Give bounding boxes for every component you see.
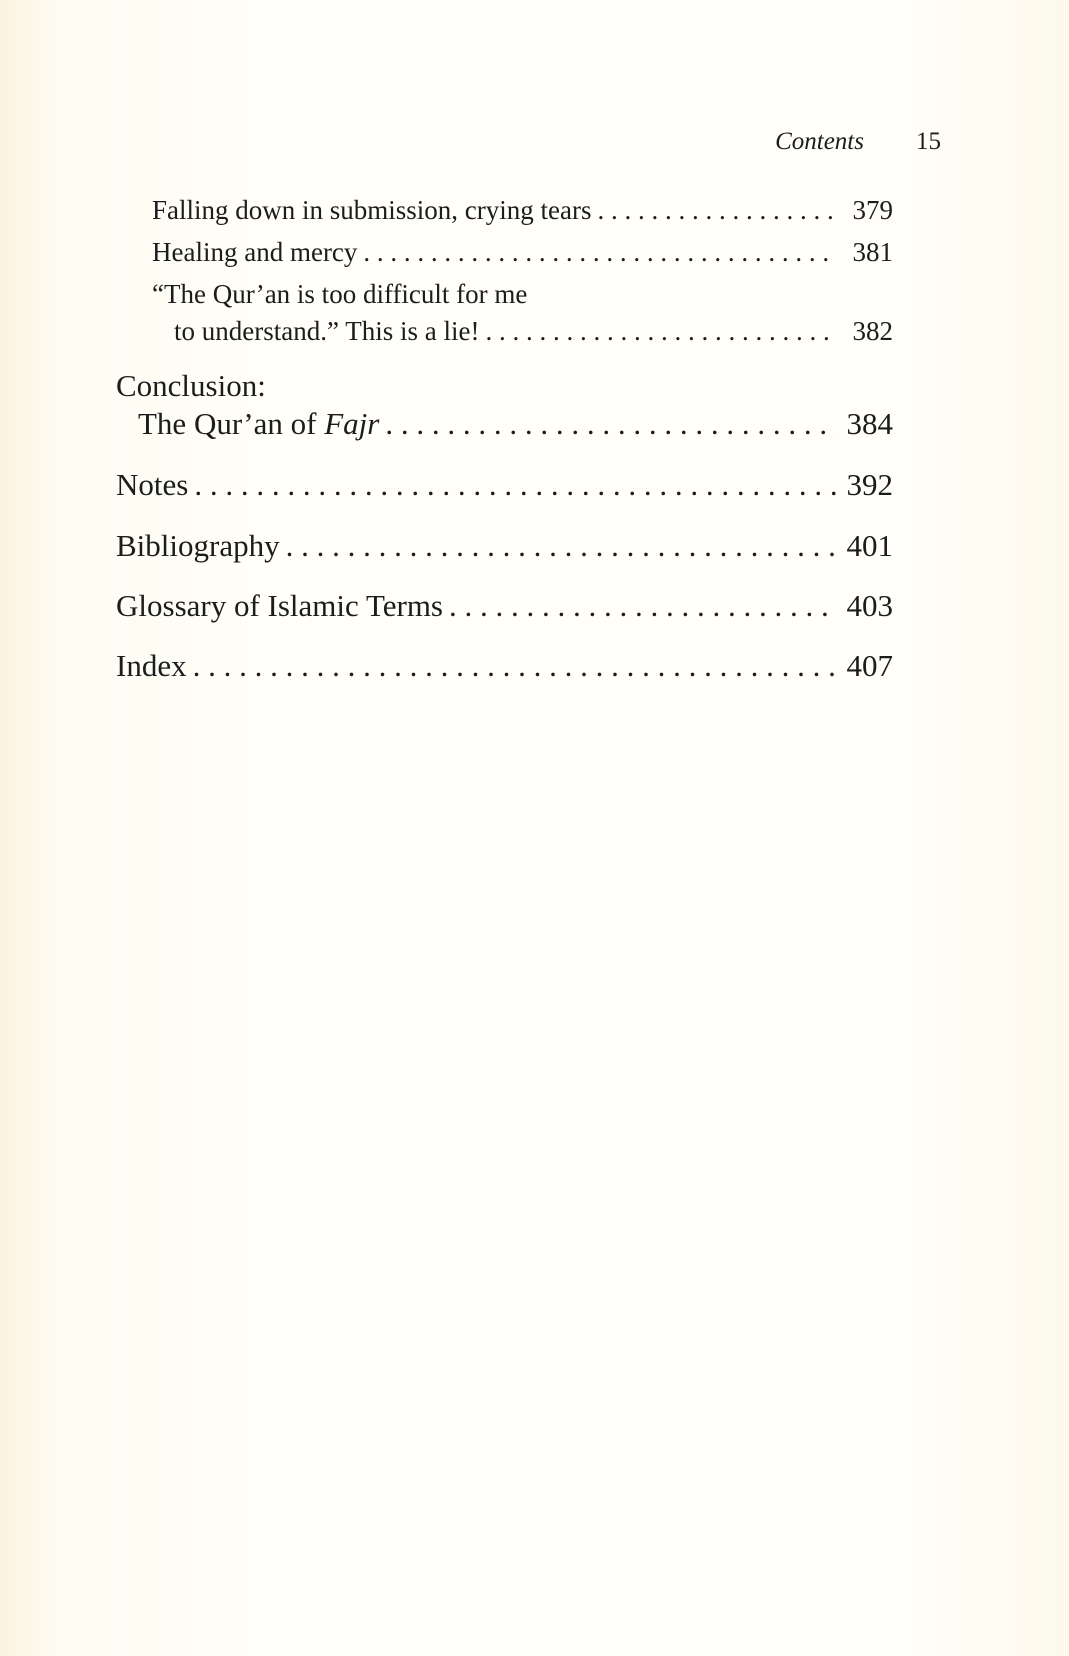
- dot-leader: [595, 195, 837, 226]
- toc-entry-page: 401: [846, 528, 893, 563]
- toc-entry-label-prefix: The Qur’an of: [138, 406, 325, 441]
- dot-leader: [284, 528, 837, 564]
- toc-entry-falling-down[interactable]: [152, 195, 893, 226]
- toc-entry-healing-and-mercy[interactable]: [152, 237, 893, 268]
- toc-entry-label: Notes: [116, 467, 189, 502]
- toc-entry-label-italic: Fajr: [324, 406, 380, 441]
- dot-leader: [192, 467, 836, 503]
- toc-entry-quran-difficult[interactable]: [174, 316, 893, 347]
- toc-entry-page: 382: [852, 316, 893, 346]
- toc-entry-label: Healing and mercy: [152, 237, 358, 267]
- dot-leader: [447, 588, 837, 624]
- toc-entry-conclusion[interactable]: [138, 406, 893, 442]
- toc-entry-page: 379: [852, 195, 893, 225]
- dot-leader: [191, 648, 837, 684]
- toc-entry-label: [138, 406, 383, 442]
- toc-entry-label: Falling down in submission, crying tears: [152, 195, 592, 225]
- dot-leader: [483, 316, 837, 347]
- toc-entry-label: Glossary of Islamic Terms: [116, 588, 443, 623]
- toc-entry-page: 403: [846, 588, 893, 623]
- dot-leader: [383, 406, 836, 442]
- toc-entry-conclusion-line1[interactable]: Conclusion:: [116, 368, 266, 403]
- toc-entry-label: to understand.” This is a lie!: [174, 316, 480, 346]
- running-header: [775, 128, 941, 168]
- toc-entry-page: 384: [846, 406, 893, 441]
- toc-entry-page: 381: [852, 237, 893, 267]
- toc-entry-index[interactable]: [116, 648, 893, 684]
- toc-entry-label: Index: [116, 648, 187, 683]
- toc-entry-label: Bibliography: [116, 528, 280, 563]
- toc-entry-quran-difficult-line1[interactable]: “The Qur’an is too difficult for me: [152, 279, 528, 309]
- toc-entry-page: 392: [846, 467, 893, 502]
- dot-leader: [361, 237, 837, 268]
- toc-entry-bibliography[interactable]: [116, 528, 893, 564]
- page-number: 15: [916, 128, 941, 155]
- toc-entry-notes[interactable]: [116, 467, 893, 503]
- toc-entry-page: 407: [846, 648, 893, 683]
- toc-entry-glossary[interactable]: [116, 588, 893, 624]
- running-title: Contents: [775, 128, 864, 155]
